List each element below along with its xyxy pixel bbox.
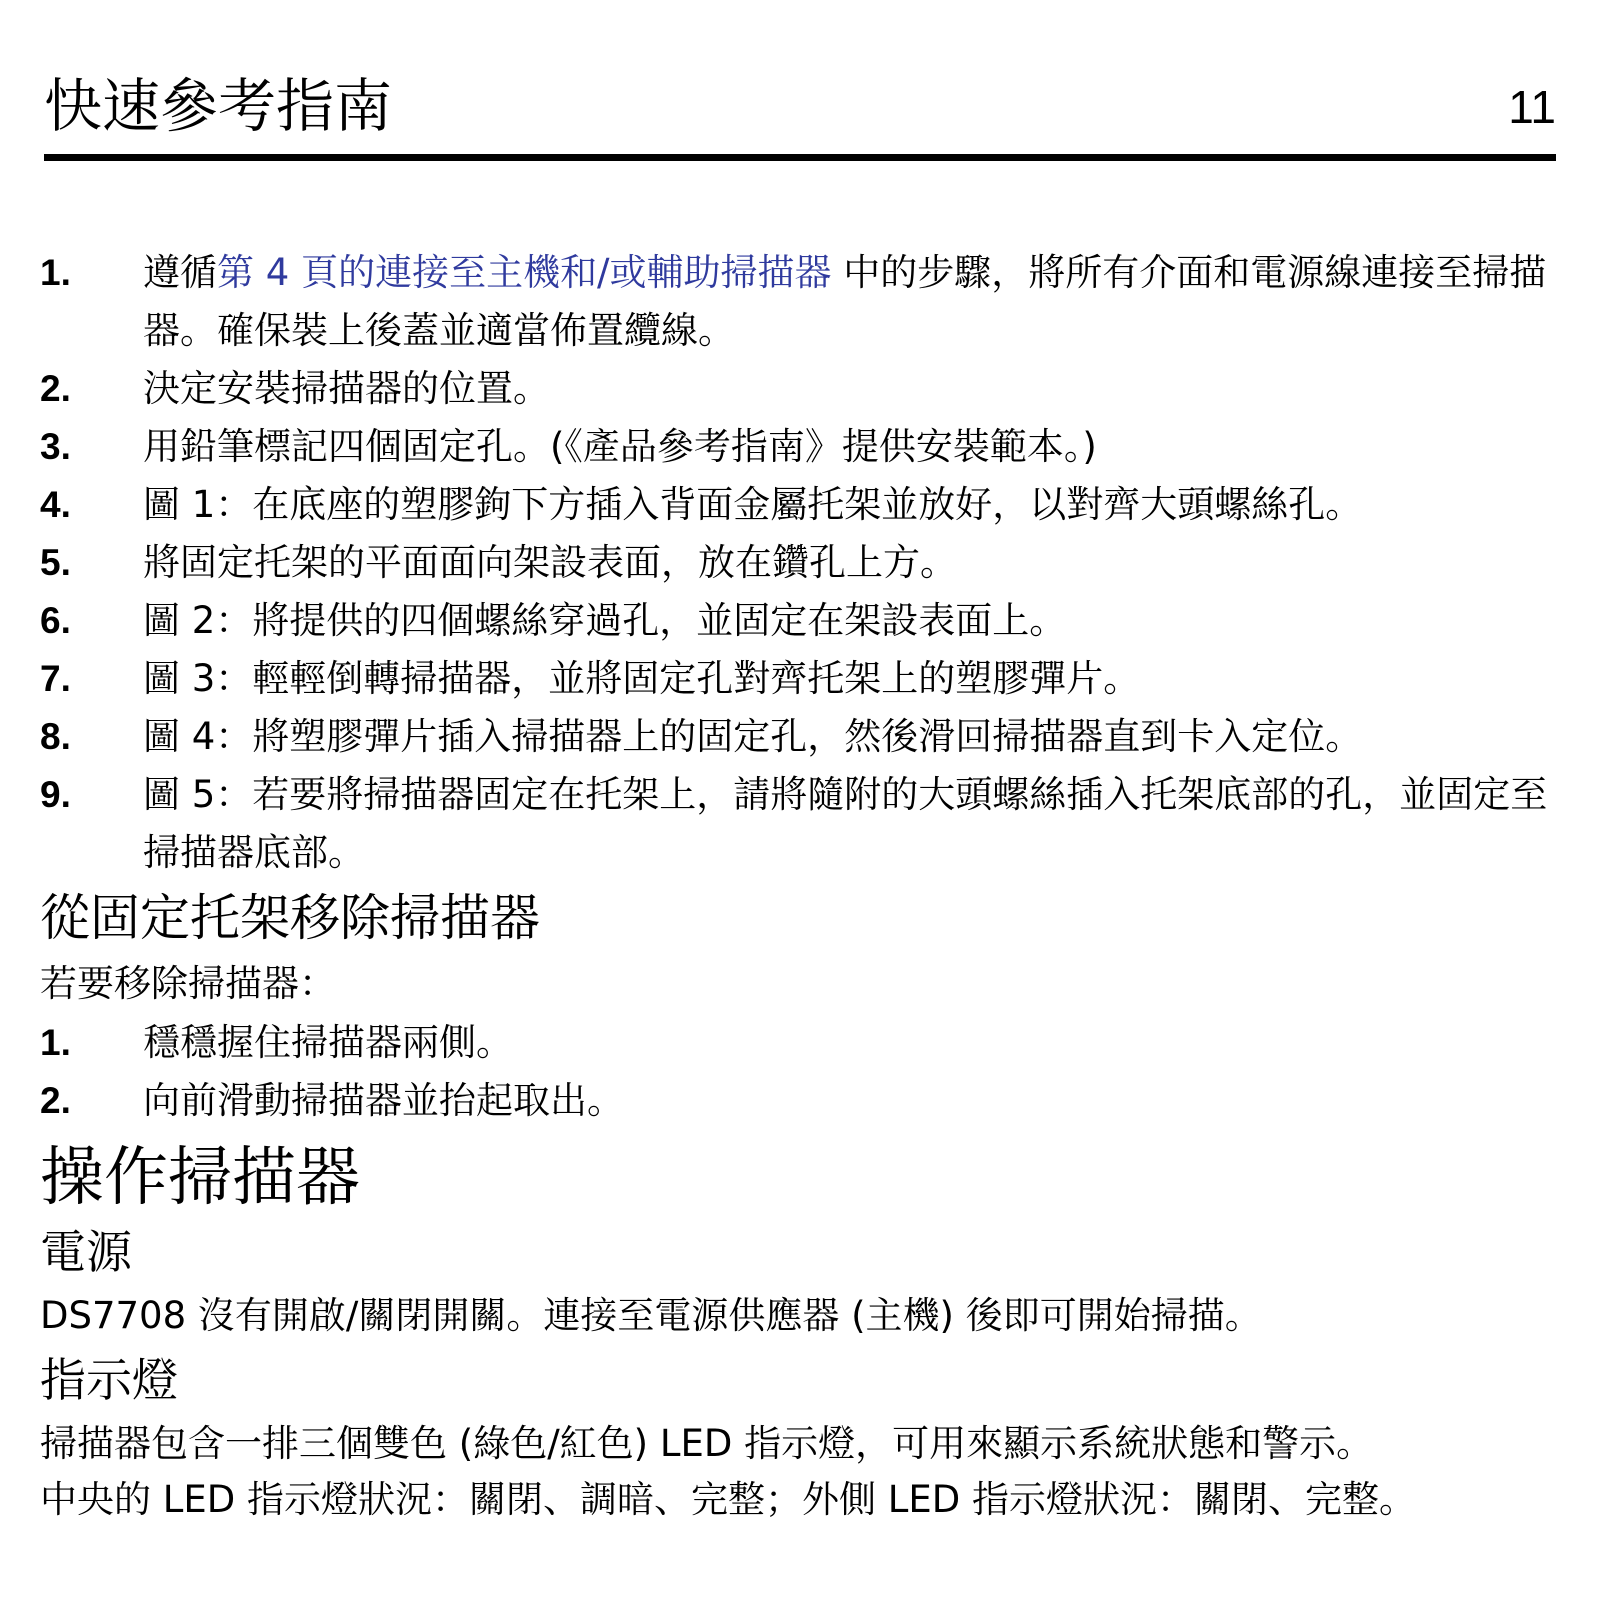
step-number: 7. xyxy=(40,658,71,699)
step-number: 9. xyxy=(40,774,71,815)
step-text: 圖 2：將提供的四個螺絲穿過孔，並固定在架設表面上。 xyxy=(143,599,1067,642)
indicator-text-1: 掃描器包含一排三個雙色 (綠色/紅色) LED 指示燈，可用來顯示系統狀態和警示。 xyxy=(40,1422,1374,1465)
step-text: 將固定托架的平面面向架設表面，放在鑽孔上方。 xyxy=(143,541,957,584)
indicator-text-2: 中央的 LED 指示燈狀況：關閉、調暗、完整；外側 LED 指示燈狀況：關閉、完整。 xyxy=(40,1478,1417,1521)
page-title: 快速參考指南 xyxy=(44,72,393,140)
list-item xyxy=(40,476,1560,534)
list-item xyxy=(40,708,1560,766)
step-text: 決定安裝掃描器的位置。 xyxy=(143,367,550,410)
power-heading: 電源 xyxy=(40,1225,132,1279)
step-text: 穩穩握住掃描器兩側。 xyxy=(143,1021,513,1064)
remove-scanner-intro: 若要移除掃描器： xyxy=(40,962,336,1005)
step-number: 1. xyxy=(40,252,71,293)
step-text: 圖 4：將塑膠彈片插入掃描器上的固定孔，然後滑回掃描器直到卡入定位。 xyxy=(143,715,1363,758)
list-item xyxy=(40,592,1560,650)
step-text: 圖 5：若要將掃描器固定在托架上，請將隨附的大頭螺絲插入托架底部的孔，並固定至掃描器底部。 xyxy=(143,773,1548,874)
step-text-continued: 中的步驟，將所有介面和電源線連接至掃描器。確保裝上後蓋並適當佈置纜線。 xyxy=(143,251,1547,352)
operate-scanner-heading: 操作掃描器 xyxy=(40,1141,360,1215)
list-item xyxy=(40,360,1560,418)
step-text: 圖 1：在底座的塑膠鉤下方插入背面金屬托架並放好，以對齊大頭螺絲孔。 xyxy=(143,483,1363,526)
page-header xyxy=(44,66,1556,161)
indicator-heading: 指示燈 xyxy=(40,1353,178,1407)
step-text: 向前滑動掃描器並抬起取出。 xyxy=(143,1079,624,1122)
step-number: 4. xyxy=(40,484,71,525)
step-number: 5. xyxy=(40,542,71,583)
step-number: 6. xyxy=(40,600,71,641)
list-item xyxy=(40,418,1560,476)
step-number: 3. xyxy=(40,426,71,467)
install-steps-list xyxy=(40,244,1560,882)
step-number: 1. xyxy=(40,1022,71,1063)
list-item xyxy=(40,1072,1560,1130)
list-item xyxy=(40,650,1560,708)
step-number: 8. xyxy=(40,716,71,757)
step-number: 2. xyxy=(40,368,71,409)
page-number: 11 xyxy=(1508,81,1556,133)
step-text: 用鉛筆標記四個固定孔。(《產品參考指南》提供安裝範本。) xyxy=(143,425,1097,468)
step-text: 遵循 xyxy=(143,251,217,294)
list-item xyxy=(40,766,1560,882)
remove-scanner-heading: 從固定托架移除掃描器 xyxy=(40,889,540,947)
power-text: DS7708 沒有開啟/關閉開關。連接至電源供應器 (主機) 後即可開始掃描。 xyxy=(40,1294,1262,1337)
step-number: 2. xyxy=(40,1080,71,1121)
list-item xyxy=(40,534,1560,592)
remove-steps-list xyxy=(40,1014,1560,1130)
page-content xyxy=(40,244,1560,1528)
list-item xyxy=(40,244,1560,360)
step-text: 圖 3：輕輕倒轉掃描器，並將固定孔對齊托架上的塑膠彈片。 xyxy=(143,657,1141,700)
cross-reference-link[interactable]: 第 4 頁的連接至主機和/或輔助掃描器 xyxy=(217,251,832,294)
list-item xyxy=(40,1014,1560,1072)
